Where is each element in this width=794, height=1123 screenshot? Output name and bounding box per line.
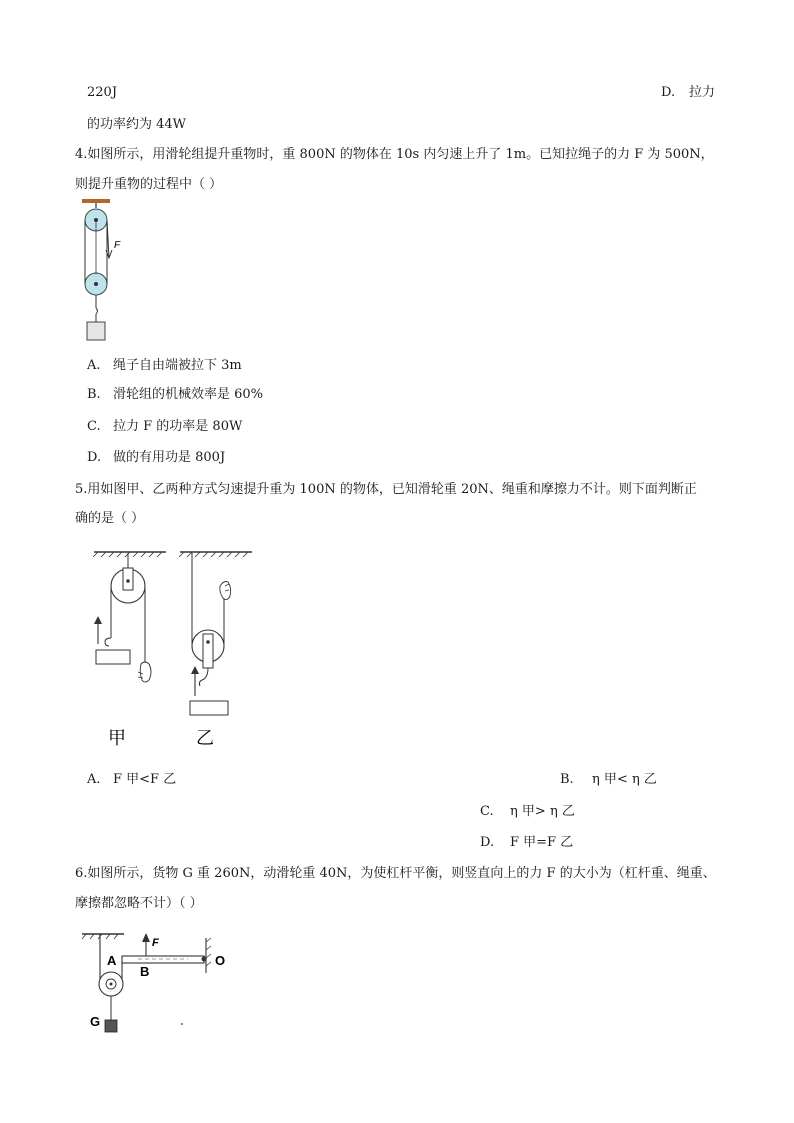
q4-option-a-label: A. — [87, 358, 101, 373]
q4-pulley-figure — [78, 196, 128, 346]
prev-option-c-tail: 220J — [87, 85, 118, 100]
q5-option-c-label: C. — [480, 804, 494, 819]
q4-option-d-text: 做的有用功是 800J — [113, 450, 226, 465]
q6-fig-label-a: A — [107, 953, 117, 968]
q5-option-d-text: F 甲=F 乙 — [510, 835, 574, 850]
q5-fig-label-yi: 乙 — [196, 728, 214, 746]
q5-fig-label-jia: 甲 — [108, 728, 126, 746]
q5-option-a-text: F 甲<F 乙 — [113, 772, 177, 787]
q4-option-c-text: 拉力 F 的功率是 80W — [113, 419, 243, 434]
q5-option-d-label: D. — [480, 835, 495, 850]
q5-pulley-figure — [88, 546, 258, 746]
q5-option-a-label: A. — [87, 772, 101, 787]
q6-fig-label-o: O — [215, 953, 226, 968]
q6-fig-label-b: B — [140, 964, 150, 979]
q4-option-b-text: 滑轮组的机械效率是 60% — [113, 387, 264, 402]
q6-stem-line1: 6.如图所示，货物 G 重 260N，动滑轮重 40N，为使杠杆平衡，则竖直向上的力 F 的大小为（杠杆重、绳重、 — [75, 866, 716, 881]
prev-option-d-text-a: 拉力 — [689, 85, 716, 100]
q4-option-b-label: B. — [87, 387, 101, 402]
q5-option-b-label: B. — [560, 772, 574, 787]
q4-fig-force-label: F — [114, 240, 121, 251]
q5-option-c-text: η 甲> η 乙 — [510, 804, 575, 819]
q4-option-a-text: 绳子自由端被拉下 3m — [113, 358, 242, 373]
q4-option-d-label: D. — [87, 450, 102, 465]
prev-option-d-text-b: 的功率约为 44W — [87, 117, 187, 132]
q4-stem-line1: 4.如图所示，用滑轮组提升重物时，重 800N 的物体在 10s 内匀速上升了 1m。已知拉绳子的力 F 为 500N， — [75, 147, 714, 162]
q4-option-c-label: C. — [87, 419, 101, 434]
q6-fig-label-f: F — [152, 937, 159, 949]
q5-stem-line2: 确的是（ ） — [75, 511, 145, 526]
q6-stem-line2: 摩擦都忽略不计）（ ） — [75, 896, 203, 911]
q6-lever-figure — [78, 928, 238, 1038]
prev-option-d-label[interactable]: D. — [661, 85, 676, 100]
q6-fig-label-g: G — [90, 1014, 101, 1029]
q5-stem-line1: 5.用如图甲、乙两种方式匀速提升重为 100N 的物体，已知滑轮重 20N、绳重和摩擦力不计。则下面判断正 — [75, 482, 697, 497]
q4-stem-line2: 则提升重物的过程中（ ） — [75, 177, 223, 192]
q5-option-b-text: η 甲< η 乙 — [592, 772, 657, 787]
